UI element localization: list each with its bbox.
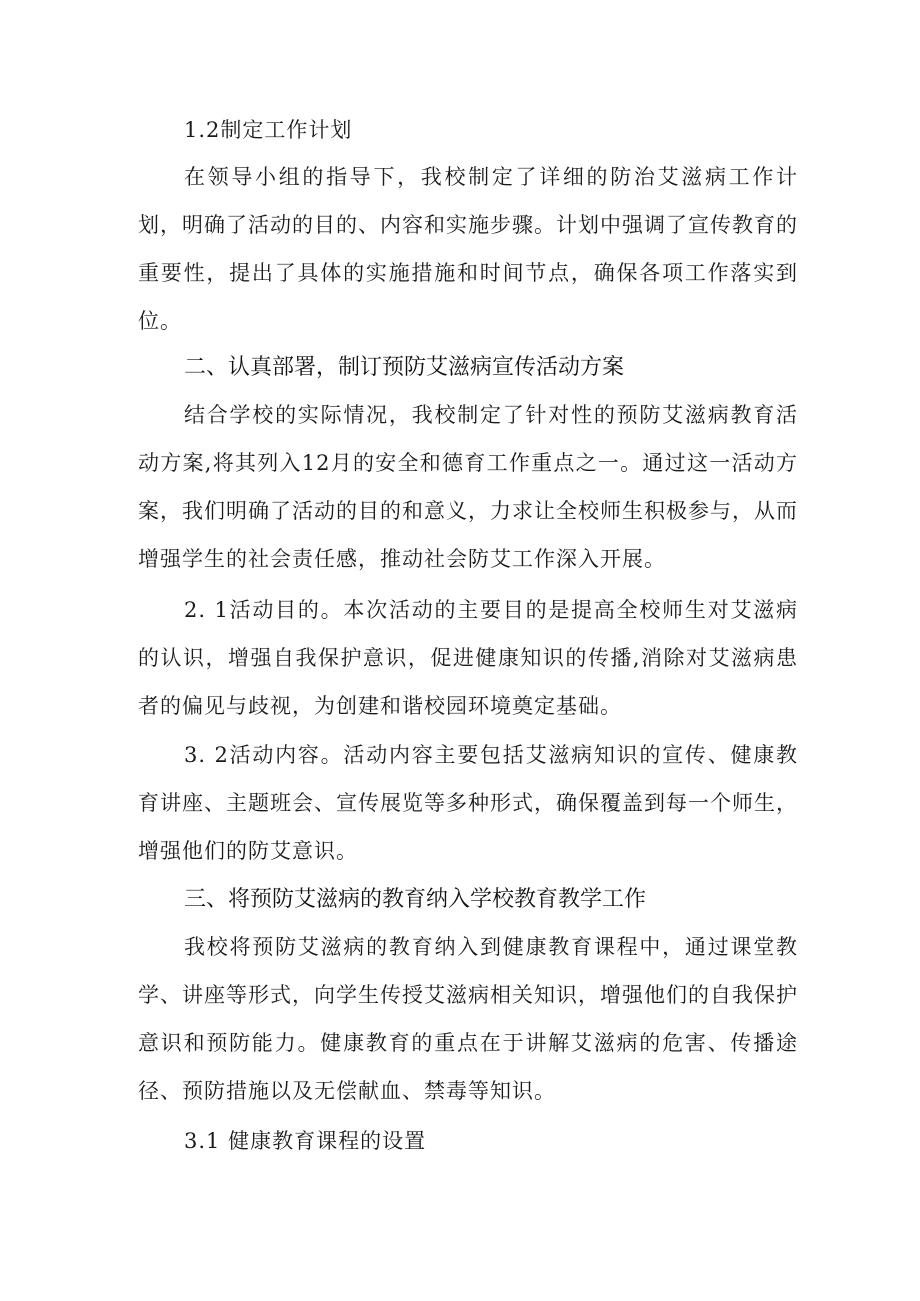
heading-3-body: 我校将预防艾滋病的教育纳入到健康教育课程中，通过课堂教学、讲座等形式，向学生传授艾滋病相关知识，增强他们的自我保护意识和预防能力。健康教育的重点在于讲解艾滋病的危害、传播途径、预防措施以及无偿献血、禁毒等知识。 — [138, 935, 798, 1103]
section-1-2-title: 1.2制定工作计划 — [184, 118, 353, 142]
item-3-2: 3. 2活动内容。活动内容主要包括艾滋病知识的宣传、健康教育讲座、主题班会、宣传展览等多种形式，确保覆盖到每一个师生，增强他们的防艾意识。 — [138, 743, 798, 863]
heading-2-body: 结合学校的实际情况，我校制定了针对性的预防艾滋病教育活动方案,将其列入12月的安全和德育工作重点之一。通过这一活动方案，我们明确了活动的目的和意义，力求让全校师生积极参与，从而增强学生的社会责任感，推动社会防艾工作深入开展。 — [138, 403, 798, 571]
item-2-1: 2. 1活动目的。本次活动的主要目的是提高全校师生对艾滋病的认识，增强自我保护意识，促进健康知识的传播,消除对艾滋病患者的偏见与歧视，为创建和谐校园环境奠定基础。 — [138, 598, 798, 718]
heading-2: 二、认真部署，制订预防艾滋病宣传活动方案 — [184, 355, 625, 380]
section-1-2-body: 在领导小组的指导下，我校制定了详细的防治艾滋病工作计划，明确了活动的目的、内容和实施步骤。计划中强调了宣传教育的重要性，提出了具体的实施措施和时间节点，确保各项工作落实到位。 — [138, 165, 798, 333]
section-3-1-title: 3.1 健康教育课程的设置 — [184, 1129, 427, 1153]
heading-3: 三、将预防艾滋病的教育纳入学校教育教学工作 — [184, 887, 647, 912]
